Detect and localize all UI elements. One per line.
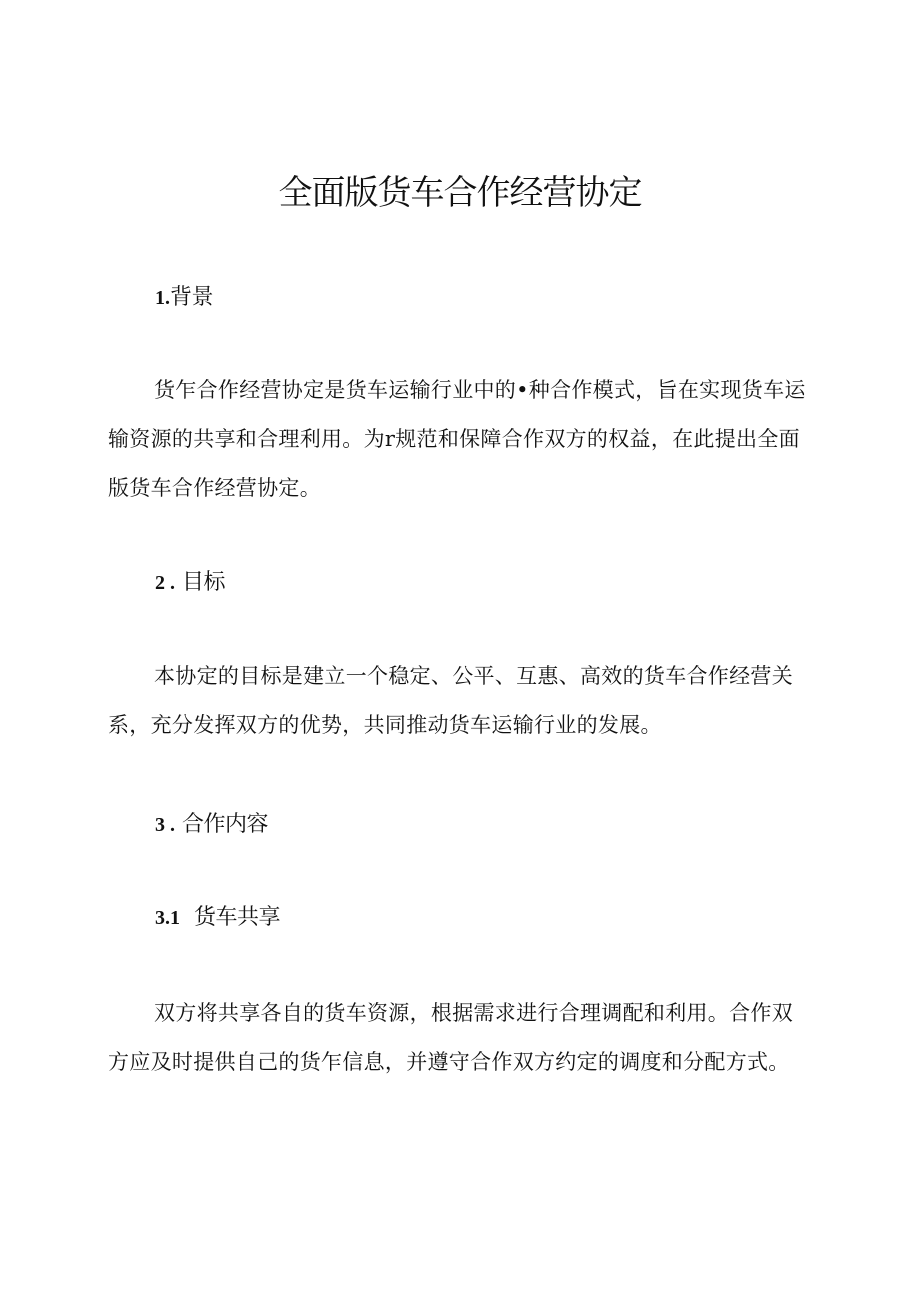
- section-title: 货车共享: [194, 905, 281, 930]
- section-number: 3.1: [155, 907, 180, 929]
- section-title: 合作内容: [182, 812, 269, 837]
- section-heading-goal: [155, 568, 225, 598]
- section-title: 目标: [182, 570, 226, 595]
- section-number: 3 .: [155, 814, 175, 836]
- section-paragraph-truck-sharing: 双方将共享各自的货车资源，根据需求进行合理调配和利用。合作双方应及时提供自己的货乍信息，并遵守合作双方约定的调度和分配方式。: [108, 1001, 793, 1074]
- section-heading-truck-sharing: [155, 903, 280, 933]
- page-title: 全面版货车合作经营协定: [278, 173, 642, 213]
- section-paragraph-background: 货乍合作经营协定是货车运输行业中的•种合作模式，旨在实现货车运输资源的共享和合理利用。为r规范和保障合作双方的权益，在此提出全面版货车合作经营协定。: [108, 378, 806, 500]
- section-heading-cooperation: [155, 810, 268, 840]
- section-paragraph-goal: 本协定的目标是建立一个稳定、公平、互惠、高效的货车合作经营关系，充分发挥双方的优势，共同推动货车运输行业的发展。: [108, 664, 793, 737]
- section-heading-background: [155, 283, 213, 313]
- section-title: 背景: [170, 285, 214, 310]
- section-number: 2 .: [155, 572, 175, 594]
- section-number: 1.: [155, 287, 170, 309]
